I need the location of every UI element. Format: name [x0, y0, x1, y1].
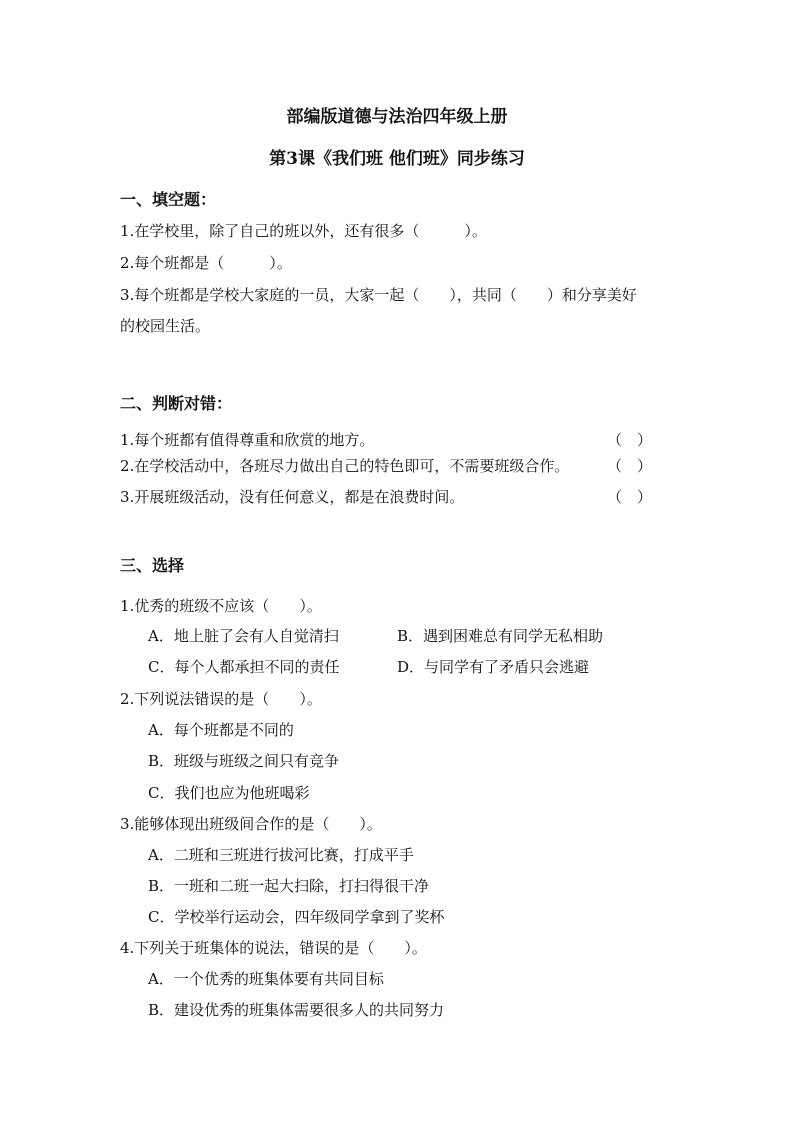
choice-option-2b: B．班级与班级之间只有竞争 [148, 752, 340, 770]
choice-option-2a: A．每个班都是不同的 [148, 721, 294, 739]
choice-option-3b: B．一班和二班一起大扫除，打扫得很干净 [148, 877, 430, 895]
choice-option-1c: C．每个人都承担不同的责任 [148, 658, 340, 676]
section-heading-choice: 三、选择 [120, 556, 185, 575]
section-heading-fill-blank: 一、填空题： [120, 190, 217, 209]
choice-option-4b: B．建设优秀的班集体需要很多人的共同努力 [148, 1001, 445, 1019]
true-false-answer-1: （ ） [607, 431, 653, 449]
fill-blank-question-3: 3.每个班都是学校大家庭的一员，大家一起（ ），共同（ ）和分享美好 [120, 286, 637, 304]
choice-option-2c: C．我们也应为他班喝彩 [148, 784, 310, 802]
fill-blank-question-2: 2.每个班都是（ ）。 [120, 254, 292, 272]
true-false-question-3: 3.开展班级活动，没有任何意义，都是在浪费时间。 [120, 488, 465, 506]
page-title: 部编版道德与法治四年级上册 [286, 107, 508, 127]
choice-question-3: 3.能够体现出班级间合作的是（ ）。 [120, 815, 382, 833]
true-false-answer-2: （ ） [607, 457, 653, 475]
choice-option-1b: B．遇到困难总有同学无私相助 [397, 627, 604, 645]
page-subtitle: 第3课《我们班 他们班》同步练习 [269, 149, 525, 169]
true-false-question-1: 1.每个班都有值得尊重和欣赏的地方。 [120, 431, 375, 449]
choice-option-1d: D．与同学有了矛盾只会逃避 [397, 658, 590, 676]
fill-blank-question-1: 1.在学校里，除了自己的班以外，还有很多（ ）。 [120, 222, 487, 240]
choice-option-1a: A．地上脏了会有人自觉清扫 [148, 627, 339, 645]
choice-option-4a: A．一个优秀的班集体要有共同目标 [148, 970, 384, 988]
choice-option-3c: C．学校举行运动会，四年级同学拿到了奖杯 [148, 908, 445, 926]
choice-question-2: 2.下列说法错误的是（ ）。 [120, 690, 322, 708]
choice-question-1: 1.优秀的班级不应该（ ）。 [120, 597, 322, 615]
section-heading-true-false: 二、判断对错： [120, 394, 233, 413]
true-false-question-2: 2.在学校活动中，各班尽力做出自己的特色即可，不需要班级合作。 [120, 457, 570, 475]
choice-option-3a: A．二班和三班进行拔河比赛，打成平手 [148, 846, 414, 864]
true-false-answer-3: （ ） [607, 488, 653, 506]
fill-blank-question-3-continued: 的校园生活。 [120, 317, 211, 335]
choice-question-4: 4.下列关于班集体的说法，错误的是（ ）。 [120, 939, 427, 957]
